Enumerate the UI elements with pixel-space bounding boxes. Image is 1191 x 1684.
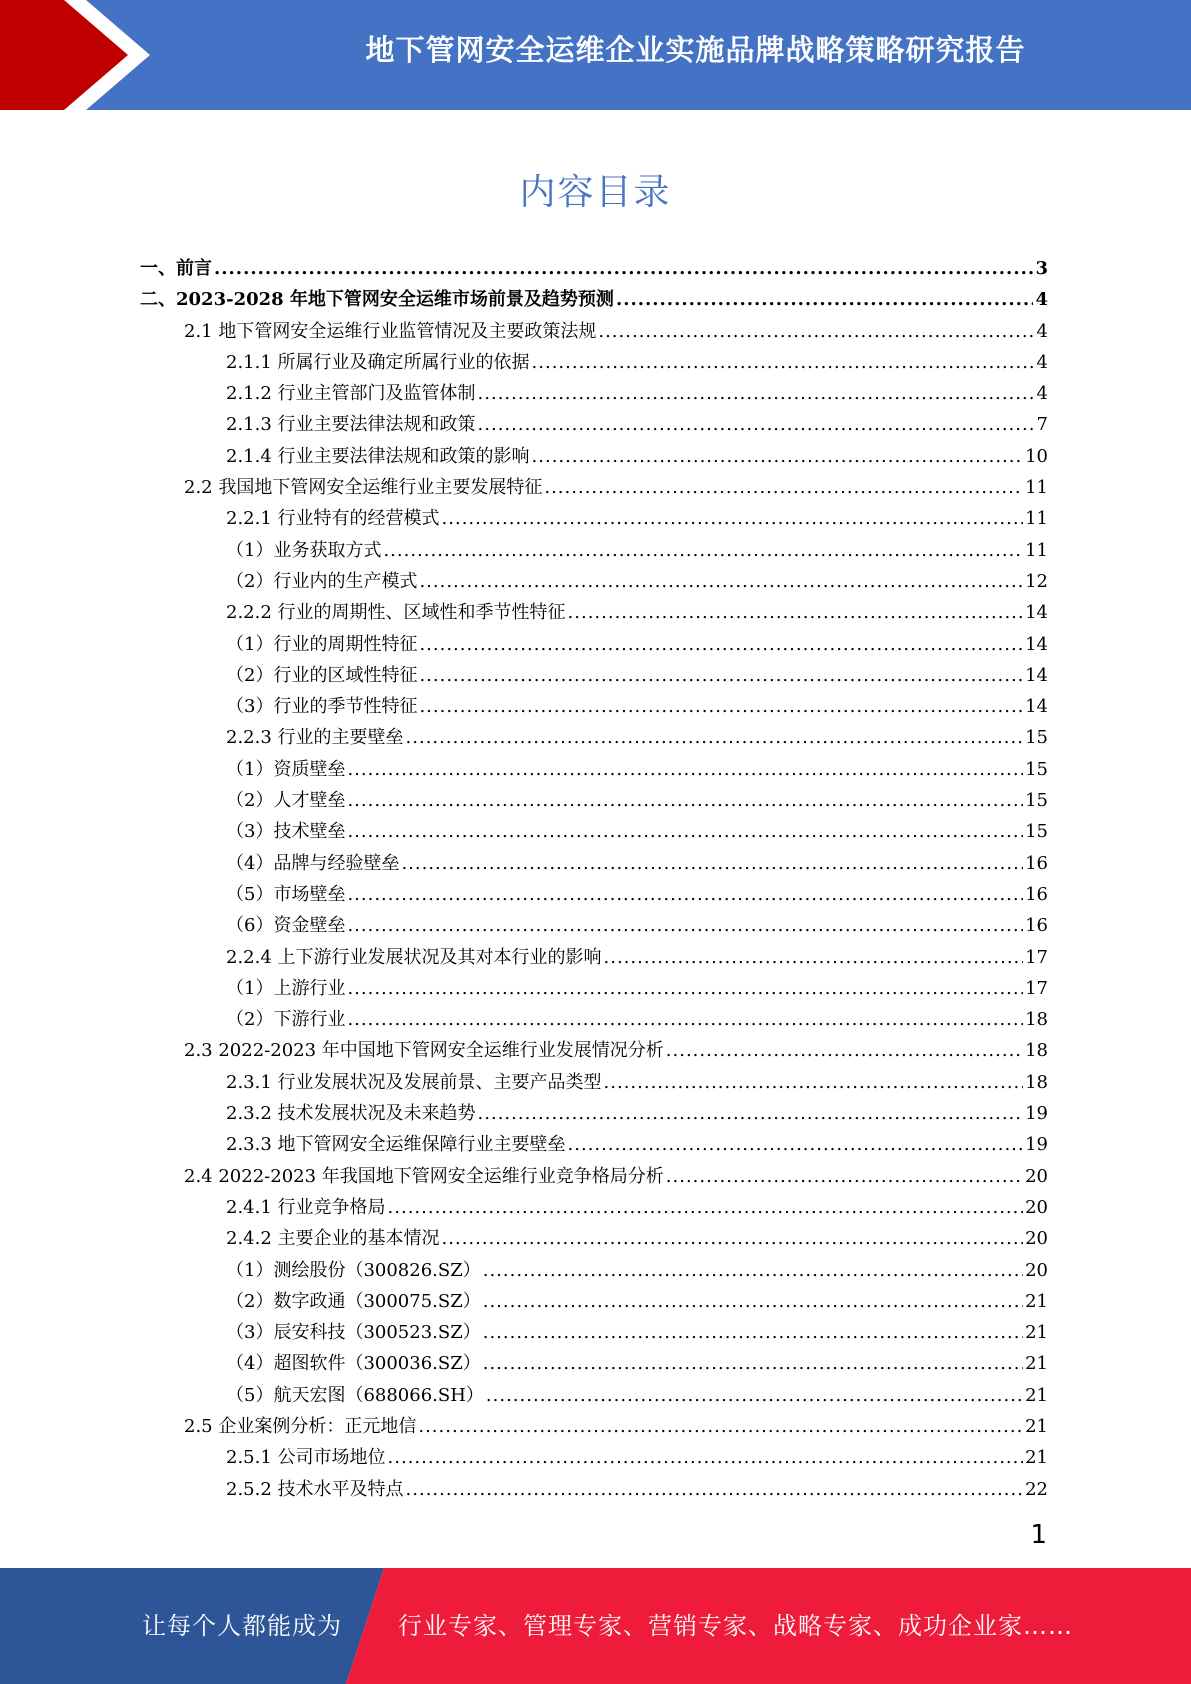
toc-entry-page: 21 — [1025, 1447, 1048, 1469]
toc-entry[interactable] — [140, 1162, 1048, 1193]
toc-entry-page: 21 — [1025, 1290, 1048, 1312]
toc-entry-page: 21 — [1025, 1415, 1048, 1437]
toc-dot-leader — [401, 853, 1023, 874]
toc-entry-label: 2.1.4 行业主要法律法规和政策的影响 — [226, 445, 530, 467]
toc-entry-page: 18 — [1025, 1009, 1048, 1031]
toc-dot-leader — [406, 727, 1024, 748]
toc-dot-leader — [544, 477, 1023, 498]
toc-entry-label: （1）测绘股份（300826.SZ） — [226, 1259, 481, 1281]
toc-entry-page: 20 — [1025, 1228, 1048, 1250]
toc-entry[interactable] — [140, 504, 1048, 535]
toc-dot-leader — [419, 696, 1023, 717]
toc-dot-leader — [568, 1134, 1024, 1155]
toc-entry-page: 15 — [1025, 790, 1048, 812]
toc-entry-label: 2.3.1 行业发展状况及发展前景、主要产品类型 — [226, 1071, 602, 1093]
toc-entry[interactable] — [140, 1193, 1048, 1224]
toc-entry[interactable] — [140, 254, 1048, 285]
toc-dot-leader — [483, 1260, 1023, 1281]
toc-dot-leader — [478, 1103, 1024, 1124]
toc-dot-leader — [388, 1197, 1024, 1218]
toc-dot-leader — [419, 634, 1023, 655]
toc-entry[interactable] — [140, 317, 1048, 348]
toc-entry-label: （4）超图软件（300036.SZ） — [226, 1353, 481, 1375]
toc-entry-page: 16 — [1025, 852, 1048, 874]
toc-dot-leader — [616, 289, 1034, 310]
toc-entry-label: （2）下游行业 — [226, 1009, 346, 1031]
toc-entry-page: 17 — [1025, 946, 1048, 968]
toc-dot-leader — [347, 1009, 1023, 1030]
toc-entry-label: （1）资质壁垒 — [226, 758, 346, 780]
toc-entry-label: 2.1.3 行业主要法律法规和政策 — [226, 414, 476, 436]
toc-entry[interactable] — [140, 1381, 1048, 1412]
toc-dot-leader — [568, 602, 1024, 623]
toc-entry[interactable] — [140, 598, 1048, 629]
toc-entry-page: 16 — [1025, 883, 1048, 905]
toc-dot-leader — [483, 1353, 1023, 1374]
toc-entry-page: 14 — [1025, 602, 1048, 624]
toc-entry[interactable] — [140, 786, 1048, 817]
toc-entry[interactable] — [140, 817, 1048, 848]
toc-entry-page: 21 — [1025, 1322, 1048, 1344]
toc-entry-label: （3）行业的季节性特征 — [226, 696, 418, 718]
toc-entry-page: 15 — [1025, 758, 1048, 780]
toc-entry-label: 2.1 地下管网安全运维行业监管情况及主要政策法规 — [184, 320, 597, 342]
toc-entry[interactable] — [140, 1036, 1048, 1067]
toc-entry-page: 14 — [1025, 696, 1048, 718]
toc-entry-label: （1）上游行业 — [226, 977, 346, 999]
toc-entry[interactable] — [140, 442, 1048, 473]
toc-entry-page: 20 — [1025, 1259, 1048, 1281]
toc-dot-leader — [347, 978, 1023, 999]
toc-entry[interactable] — [140, 943, 1048, 974]
toc-dot-leader — [666, 1040, 1023, 1061]
toc-dot-leader — [442, 1228, 1024, 1249]
toc-entry[interactable] — [140, 1099, 1048, 1130]
table-of-contents — [140, 254, 1048, 1506]
toc-entry-page: 11 — [1025, 508, 1048, 530]
toc-entry-label: 2.3.2 技术发展状况及未来趋势 — [226, 1103, 476, 1125]
toc-entry-label: 一、前言 — [140, 258, 212, 279]
toc-dot-leader — [478, 383, 1035, 404]
toc-entry-page: 21 — [1025, 1384, 1048, 1406]
toc-entry-label: 2.2.4 上下游行业发展状况及其对本行业的影响 — [226, 946, 602, 968]
toc-entry[interactable] — [140, 880, 1048, 911]
toc-dot-leader — [604, 1072, 1024, 1093]
toc-entry-label: 2.2.2 行业的周期性、区域性和季节性特征 — [226, 602, 566, 624]
toc-entry-page: 12 — [1025, 570, 1048, 592]
toc-entry-label: 2.4.1 行业竞争格局 — [226, 1196, 386, 1218]
toc-entry-page: 14 — [1025, 664, 1048, 686]
toc-entry-page: 3 — [1035, 258, 1048, 279]
toc-entry-page: 19 — [1025, 1134, 1048, 1156]
toc-entry[interactable] — [140, 285, 1048, 316]
toc-entry-page: 17 — [1025, 977, 1048, 999]
toc-entry-page: 4 — [1036, 383, 1048, 405]
toc-entry-label: （3）辰安科技（300523.SZ） — [226, 1322, 481, 1344]
toc-entry-label: （4）品牌与经验壁垒 — [226, 852, 400, 874]
toc-dot-leader — [347, 790, 1023, 811]
toc-dot-leader — [347, 821, 1023, 842]
toc-entry[interactable] — [140, 974, 1048, 1005]
toc-entry-label: 2.3.3 地下管网安全运维保障行业主要壁垒 — [226, 1134, 566, 1156]
toc-dot-leader — [604, 947, 1024, 968]
toc-entry-label: 2.5.2 技术水平及特点 — [226, 1478, 404, 1500]
toc-entry[interactable] — [140, 1068, 1048, 1099]
toc-entry-page: 11 — [1025, 477, 1048, 499]
toc-dot-leader — [486, 1385, 1023, 1406]
toc-entry-page: 4 — [1035, 289, 1048, 311]
toc-dot-leader — [442, 508, 1024, 529]
toc-dot-leader — [532, 352, 1035, 373]
toc-entry[interactable] — [140, 1287, 1048, 1318]
toc-entry[interactable] — [140, 567, 1048, 598]
toc-entry[interactable] — [140, 661, 1048, 692]
toc-entry-page: 11 — [1025, 539, 1048, 561]
toc-entry[interactable] — [140, 849, 1048, 880]
toc-entry[interactable] — [140, 1412, 1048, 1443]
toc-entry-page: 19 — [1025, 1103, 1048, 1125]
toc-entry[interactable] — [140, 1443, 1048, 1474]
toc-entry-label: 2.5.1 公司市场地位 — [226, 1447, 386, 1469]
toc-entry-label: （2）数字政通（300075.SZ） — [226, 1290, 481, 1312]
toc-dot-leader — [419, 571, 1023, 592]
toc-entry[interactable] — [140, 410, 1048, 441]
toc-entry-label: （5）航天宏图（688066.SH） — [226, 1384, 484, 1406]
toc-entry-label: 2.2.3 行业的主要壁垒 — [226, 727, 404, 749]
toc-entry[interactable] — [140, 630, 1048, 661]
toc-dot-leader — [418, 1416, 1023, 1437]
toc-entry-label: （2）人才壁垒 — [226, 790, 346, 812]
toc-entry[interactable] — [140, 1256, 1048, 1287]
toc-entry[interactable] — [140, 1224, 1048, 1255]
toc-dot-leader — [532, 446, 1024, 467]
toc-entry-page: 4 — [1036, 320, 1048, 342]
toc-entry[interactable] — [140, 692, 1048, 723]
toc-dot-leader — [214, 258, 1033, 279]
footer-slogan-left: 让每个人都能成为 — [142, 1612, 342, 1640]
toc-dot-leader — [347, 915, 1023, 936]
toc-dot-leader — [383, 540, 1023, 561]
toc-entry-page: 10 — [1025, 445, 1048, 467]
toc-entry-label: （5）市场壁垒 — [226, 883, 346, 905]
toc-entry-label: 2.1.2 行业主管部门及监管体制 — [226, 383, 476, 405]
toc-entry-label: （3）技术壁垒 — [226, 821, 346, 843]
toc-entry-label: （2）行业内的生产模式 — [226, 570, 418, 592]
toc-entry-page: 4 — [1036, 351, 1048, 373]
toc-entry-label: 2.3 2022-2023 年中国地下管网安全运维行业发展情况分析 — [184, 1040, 664, 1062]
page-number: 1 — [1030, 1520, 1047, 1550]
toc-entry-label: （1）行业的周期性特征 — [226, 633, 418, 655]
toc-entry-page: 15 — [1025, 727, 1048, 749]
toc-entry[interactable] — [140, 911, 1048, 942]
header-bar — [0, 0, 1191, 110]
toc-entry-page: 21 — [1025, 1353, 1048, 1375]
toc-entry-label: 2.4.2 主要企业的基本情况 — [226, 1228, 440, 1250]
report-title: 地下管网安全运维企业实施品牌战略策略研究报告 — [365, 33, 1026, 67]
toc-entry[interactable] — [140, 1005, 1048, 1036]
toc-entry-page: 16 — [1025, 915, 1048, 937]
toc-entry-page: 7 — [1036, 414, 1048, 436]
footer-slogan-right: 行业专家、管理专家、营销专家、战略专家、成功企业家…… — [398, 1612, 1073, 1640]
toc-entry-page: 22 — [1025, 1478, 1048, 1500]
toc-entry-label: 2.2 我国地下管网安全运维行业主要发展特征 — [184, 477, 543, 499]
toc-entry-label: （6）资金壁垒 — [226, 915, 346, 937]
toc-entry[interactable] — [140, 473, 1048, 504]
toc-dot-leader — [419, 665, 1023, 686]
toc-dot-leader — [483, 1291, 1023, 1312]
toc-entry[interactable] — [140, 1318, 1048, 1349]
toc-dot-leader — [598, 321, 1034, 342]
toc-entry-page: 20 — [1025, 1196, 1048, 1218]
toc-heading: 内容目录 — [519, 172, 672, 213]
toc-entry[interactable] — [140, 348, 1048, 379]
toc-entry-label: 2.1.1 所属行业及确定所属行业的依据 — [226, 351, 530, 373]
toc-dot-leader — [478, 414, 1035, 435]
toc-entry-page: 18 — [1025, 1040, 1048, 1062]
toc-dot-leader — [406, 1479, 1024, 1500]
toc-entry-page: 18 — [1025, 1071, 1048, 1093]
toc-entry-page: 20 — [1025, 1165, 1048, 1187]
toc-dot-leader — [347, 884, 1023, 905]
toc-dot-leader — [666, 1166, 1023, 1187]
footer-banner — [0, 1568, 1191, 1684]
toc-entry-label: （1）业务获取方式 — [226, 539, 382, 561]
toc-entry-page: 15 — [1025, 821, 1048, 843]
toc-entry-label: 2.4 2022-2023 年我国地下管网安全运维行业竞争格局分析 — [184, 1165, 664, 1187]
toc-entry[interactable] — [140, 755, 1048, 786]
toc-entry-label: 二、2023-2028 年地下管网安全运维市场前景及趋势预测 — [140, 289, 614, 311]
toc-entry[interactable] — [140, 723, 1048, 754]
toc-entry-page: 14 — [1025, 633, 1048, 655]
toc-entry[interactable] — [140, 1349, 1048, 1380]
toc-dot-leader — [388, 1447, 1024, 1468]
toc-entry[interactable] — [140, 1475, 1048, 1506]
toc-entry-label: （2）行业的区域性特征 — [226, 664, 418, 686]
toc-dot-leader — [483, 1322, 1023, 1343]
toc-entry[interactable] — [140, 1130, 1048, 1161]
toc-entry[interactable] — [140, 379, 1048, 410]
toc-entry-label: 2.5 企业案例分析：正元地信 — [184, 1415, 417, 1437]
toc-entry[interactable] — [140, 536, 1048, 567]
toc-entry-label: 2.2.1 行业特有的经营模式 — [226, 508, 440, 530]
toc-dot-leader — [347, 759, 1023, 780]
